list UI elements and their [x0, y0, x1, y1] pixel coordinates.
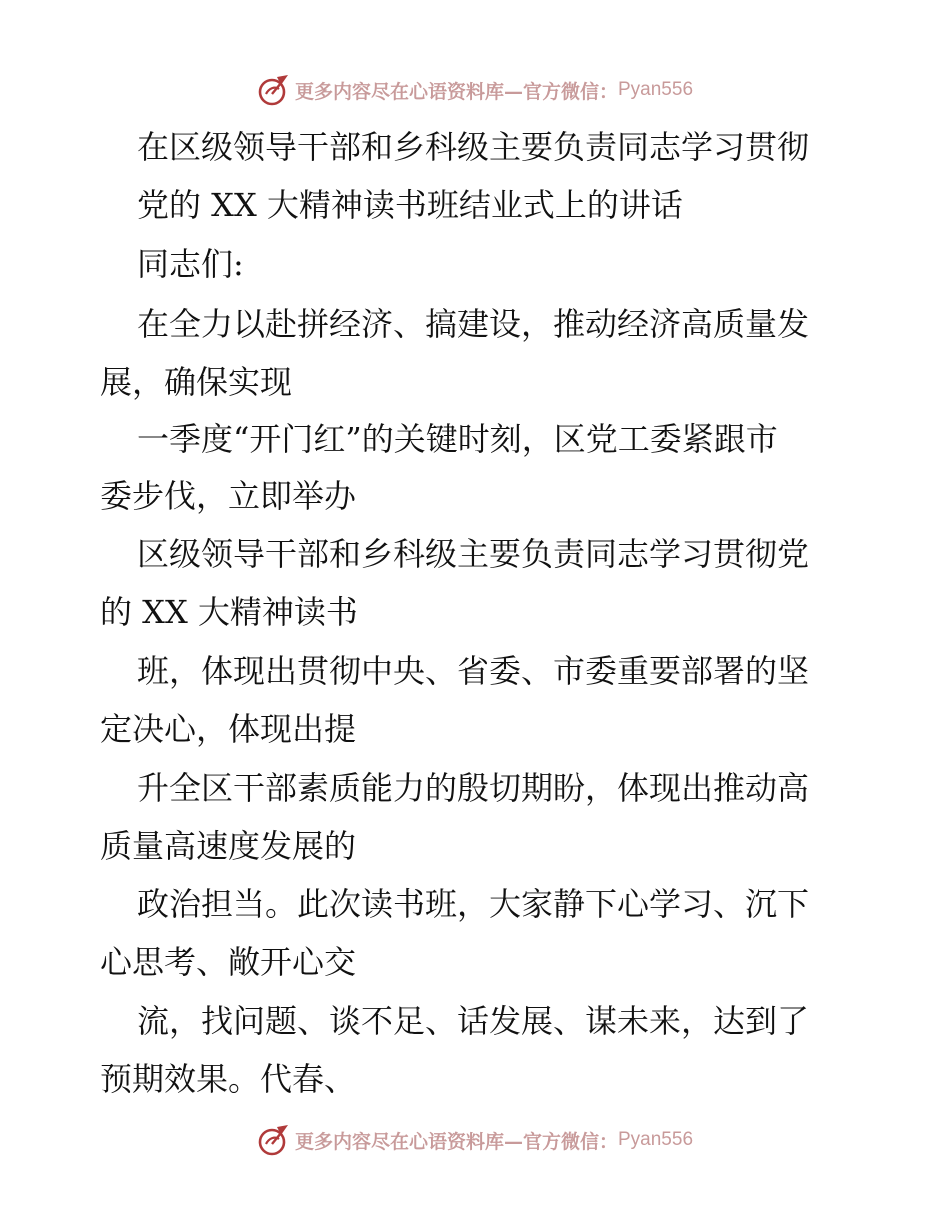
watermark-wechat-id: Pyan556	[618, 1129, 694, 1150]
calligraphy-pen-logo-icon	[257, 1123, 291, 1157]
text-line: 的 XX 大精神读书	[100, 593, 358, 631]
watermark-text: 更多内容尽在心语资料库—官方微信：	[294, 80, 618, 103]
text-line: 党的 XX 大精神读书班结业式上的讲话	[137, 186, 683, 224]
text-line: 预期效果。代春、	[100, 1060, 357, 1098]
footer-watermark	[0, 1120, 950, 1160]
text-line: 区级领导干部和乡科级主要负责同志学习贯彻党	[137, 535, 810, 573]
text-line: 政治担当。此次读书班，大家静下心学习、沉下	[137, 885, 810, 923]
text-line: 委步伐，立即举办	[100, 477, 357, 515]
text-line: 展，确保实现	[100, 363, 293, 401]
text-line: 一季度“开门红”的关键时刻，区党工委紧跟市	[137, 420, 778, 458]
text-line: 流，找问题、谈不足、话发展、谋未来，达到了	[137, 1002, 810, 1040]
text-line: 心思考、敞开心交	[100, 943, 357, 981]
text-line: 在全力以赴拼经济、搞建设，推动经济高质量发	[137, 305, 810, 343]
text-line: 升全区干部素质能力的殷切期盼，体现出推动高	[137, 769, 810, 807]
watermark-text: 更多内容尽在心语资料库—官方微信：	[294, 1130, 618, 1153]
text-line: 同志们:	[137, 245, 244, 283]
text-line: 定决心，体现出提	[100, 710, 357, 748]
text-line: 班，体现出贯彻中央、省委、市委重要部署的坚	[137, 652, 810, 690]
text-line: 在区级领导干部和乡科级主要负责同志学习贯彻	[137, 128, 810, 166]
watermark-wechat-id: Pyan556	[618, 79, 694, 100]
text-line: 质量高速度发展的	[100, 827, 357, 865]
